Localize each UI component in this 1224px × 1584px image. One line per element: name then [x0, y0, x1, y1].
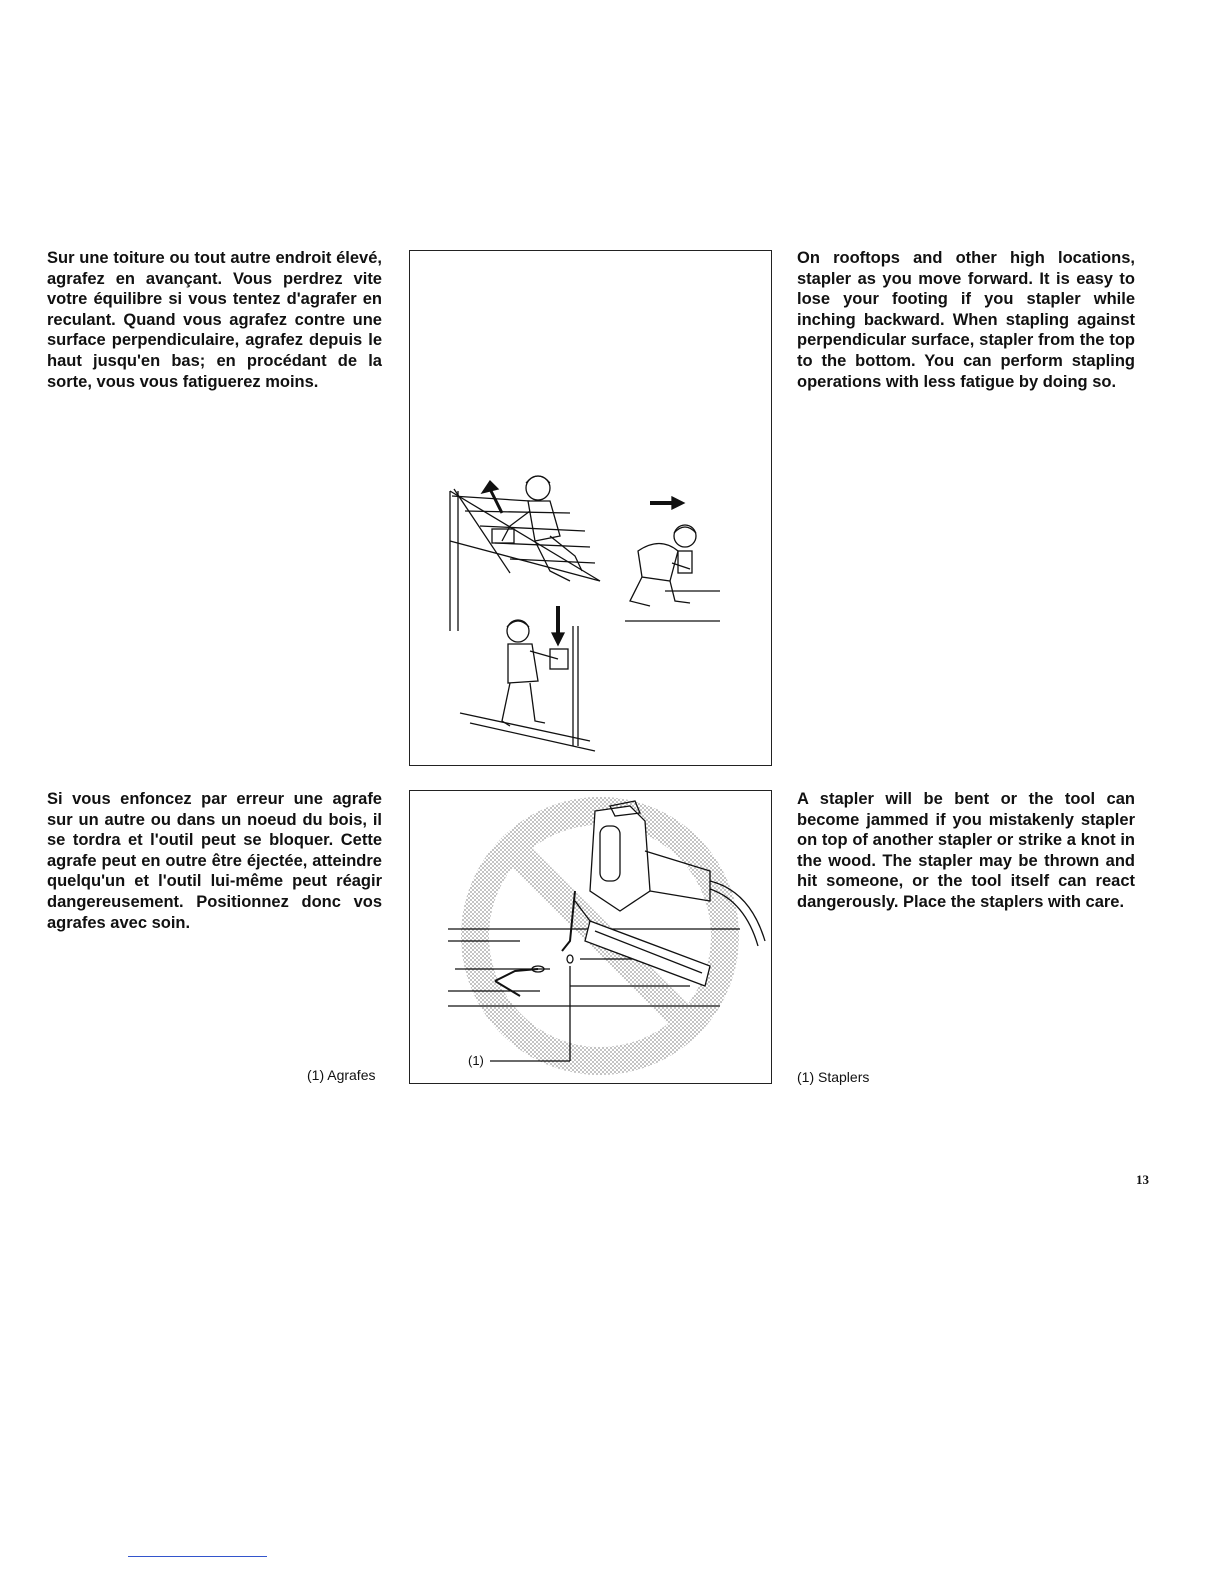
french-paragraph-rooftop: Sur une toiture ou tout autre endroit élevé, agrafez en avançant. Vous perdrez vite votre équilibre si vous tentez d'agrafer en reculant. Quand vous agrafez contre une surface perpendiculaire, agrafez depuis le haut jusqu'en bas; en procédant de la sorte, vous vous fatiguerez moins. [47, 249, 382, 391]
figure-callout-label: (1) [468, 1053, 484, 1068]
figure-rooftop-stapling [409, 250, 772, 766]
english-paragraph-rooftop: On rooftops and other high locations, stapler as you move forward. It is easy to lose your footing if you stapler while inching backward. When stapling against perpendicular surface, stapler from the top to the bottom. You can perform stapling operations with less fatigue by doing so. [797, 249, 1135, 391]
footer-rule [128, 1556, 267, 1557]
english-paragraph-misfire: A stapler will be bent or the tool can become jammed if you mistakenly stapler on top of another stapler or strike a knot in the wood. The stapler may be thrown and hit someone, or the tool itself can react dangerously. Place the staplers with care. [797, 790, 1135, 911]
english-caption: (1) Staplers [797, 1069, 870, 1085]
stapler-warning-illustration [410, 791, 773, 1085]
french-paragraph-misfire: Si vous enfoncez par erreur une agrafe sur un autre ou dans un noeud du bois, il se tordra et l'outil peut se bloquer. Cette agrafe peut en outre être éjectée, atteindre quelqu'un et l'outil lui-même peut réagir dangereusement. Positionnez donc vos agrafes avec soin. [47, 790, 382, 932]
french-caption: (1) Agrafes [307, 1067, 376, 1083]
figure-stapler-warning [409, 790, 772, 1084]
page-number: 13 [1136, 1172, 1149, 1187]
rooftop-illustration [410, 251, 773, 767]
